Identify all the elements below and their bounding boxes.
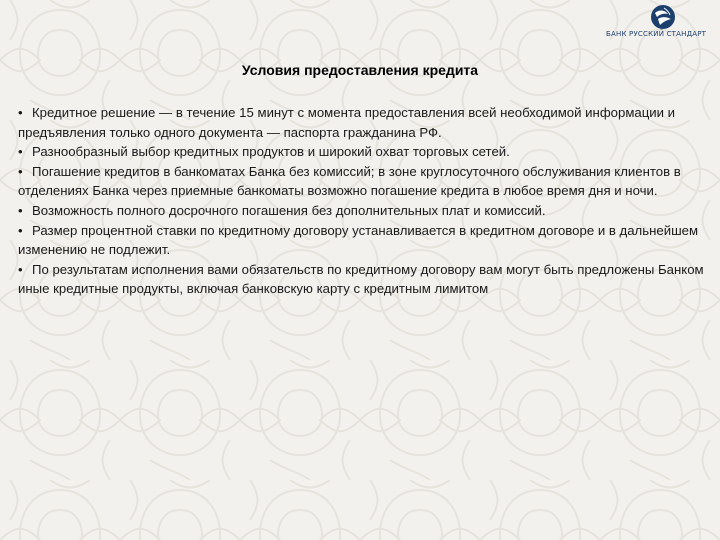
bullet: • xyxy=(18,163,23,179)
list-item xyxy=(18,201,714,221)
list-item xyxy=(18,103,714,142)
list-item xyxy=(18,221,714,260)
list-item-text: Кредитное решение — в течение 15 минут с момента предоставления всей необходимой информации и предъявления только одного документа — паспорта гражданина РФ. xyxy=(18,105,676,140)
list-item xyxy=(18,162,714,201)
globe-logo-icon xyxy=(650,4,676,30)
bullet: • xyxy=(18,105,23,120)
bullet: • xyxy=(18,222,23,238)
bullet: • xyxy=(18,261,23,277)
list-item-text: Разнообразный выбор кредитных продуктов и широкий охват торговых сетей. xyxy=(32,144,510,160)
logo-text: БАНК РУССКИЙ СТАНДАРТ xyxy=(606,30,707,38)
list-item-text: Размер процентной ставки по кредитному договору устанавливается в кредитном договоре и в дальнейшем изменению не подлежит. xyxy=(18,222,699,258)
bullet: • xyxy=(18,144,23,160)
list-item-text: Погашение кредитов в банкоматах Банка без комиссий; в зоне круглосуточного обслуживания клиентов в отделениях Банка через приемные банкоматы возможно погашение кредита в любое время дня и ночи. xyxy=(18,163,681,199)
list-item-text: По результатам исполнения вами обязательств по кредитному договору вам могут быть предложены Банком иные кредитные продукты, включая банковскую карту с кредитным лимитом xyxy=(18,261,704,297)
list-item xyxy=(18,142,714,162)
slide-title: Условия предоставления кредита xyxy=(241,62,479,78)
bullet: • xyxy=(18,202,23,218)
list-item xyxy=(18,260,714,299)
conditions-list xyxy=(18,103,714,299)
list-item-text: Возможность полного досрочного погашения без дополнительных плат и комиссий. xyxy=(32,202,546,218)
bank-logo xyxy=(606,2,718,42)
